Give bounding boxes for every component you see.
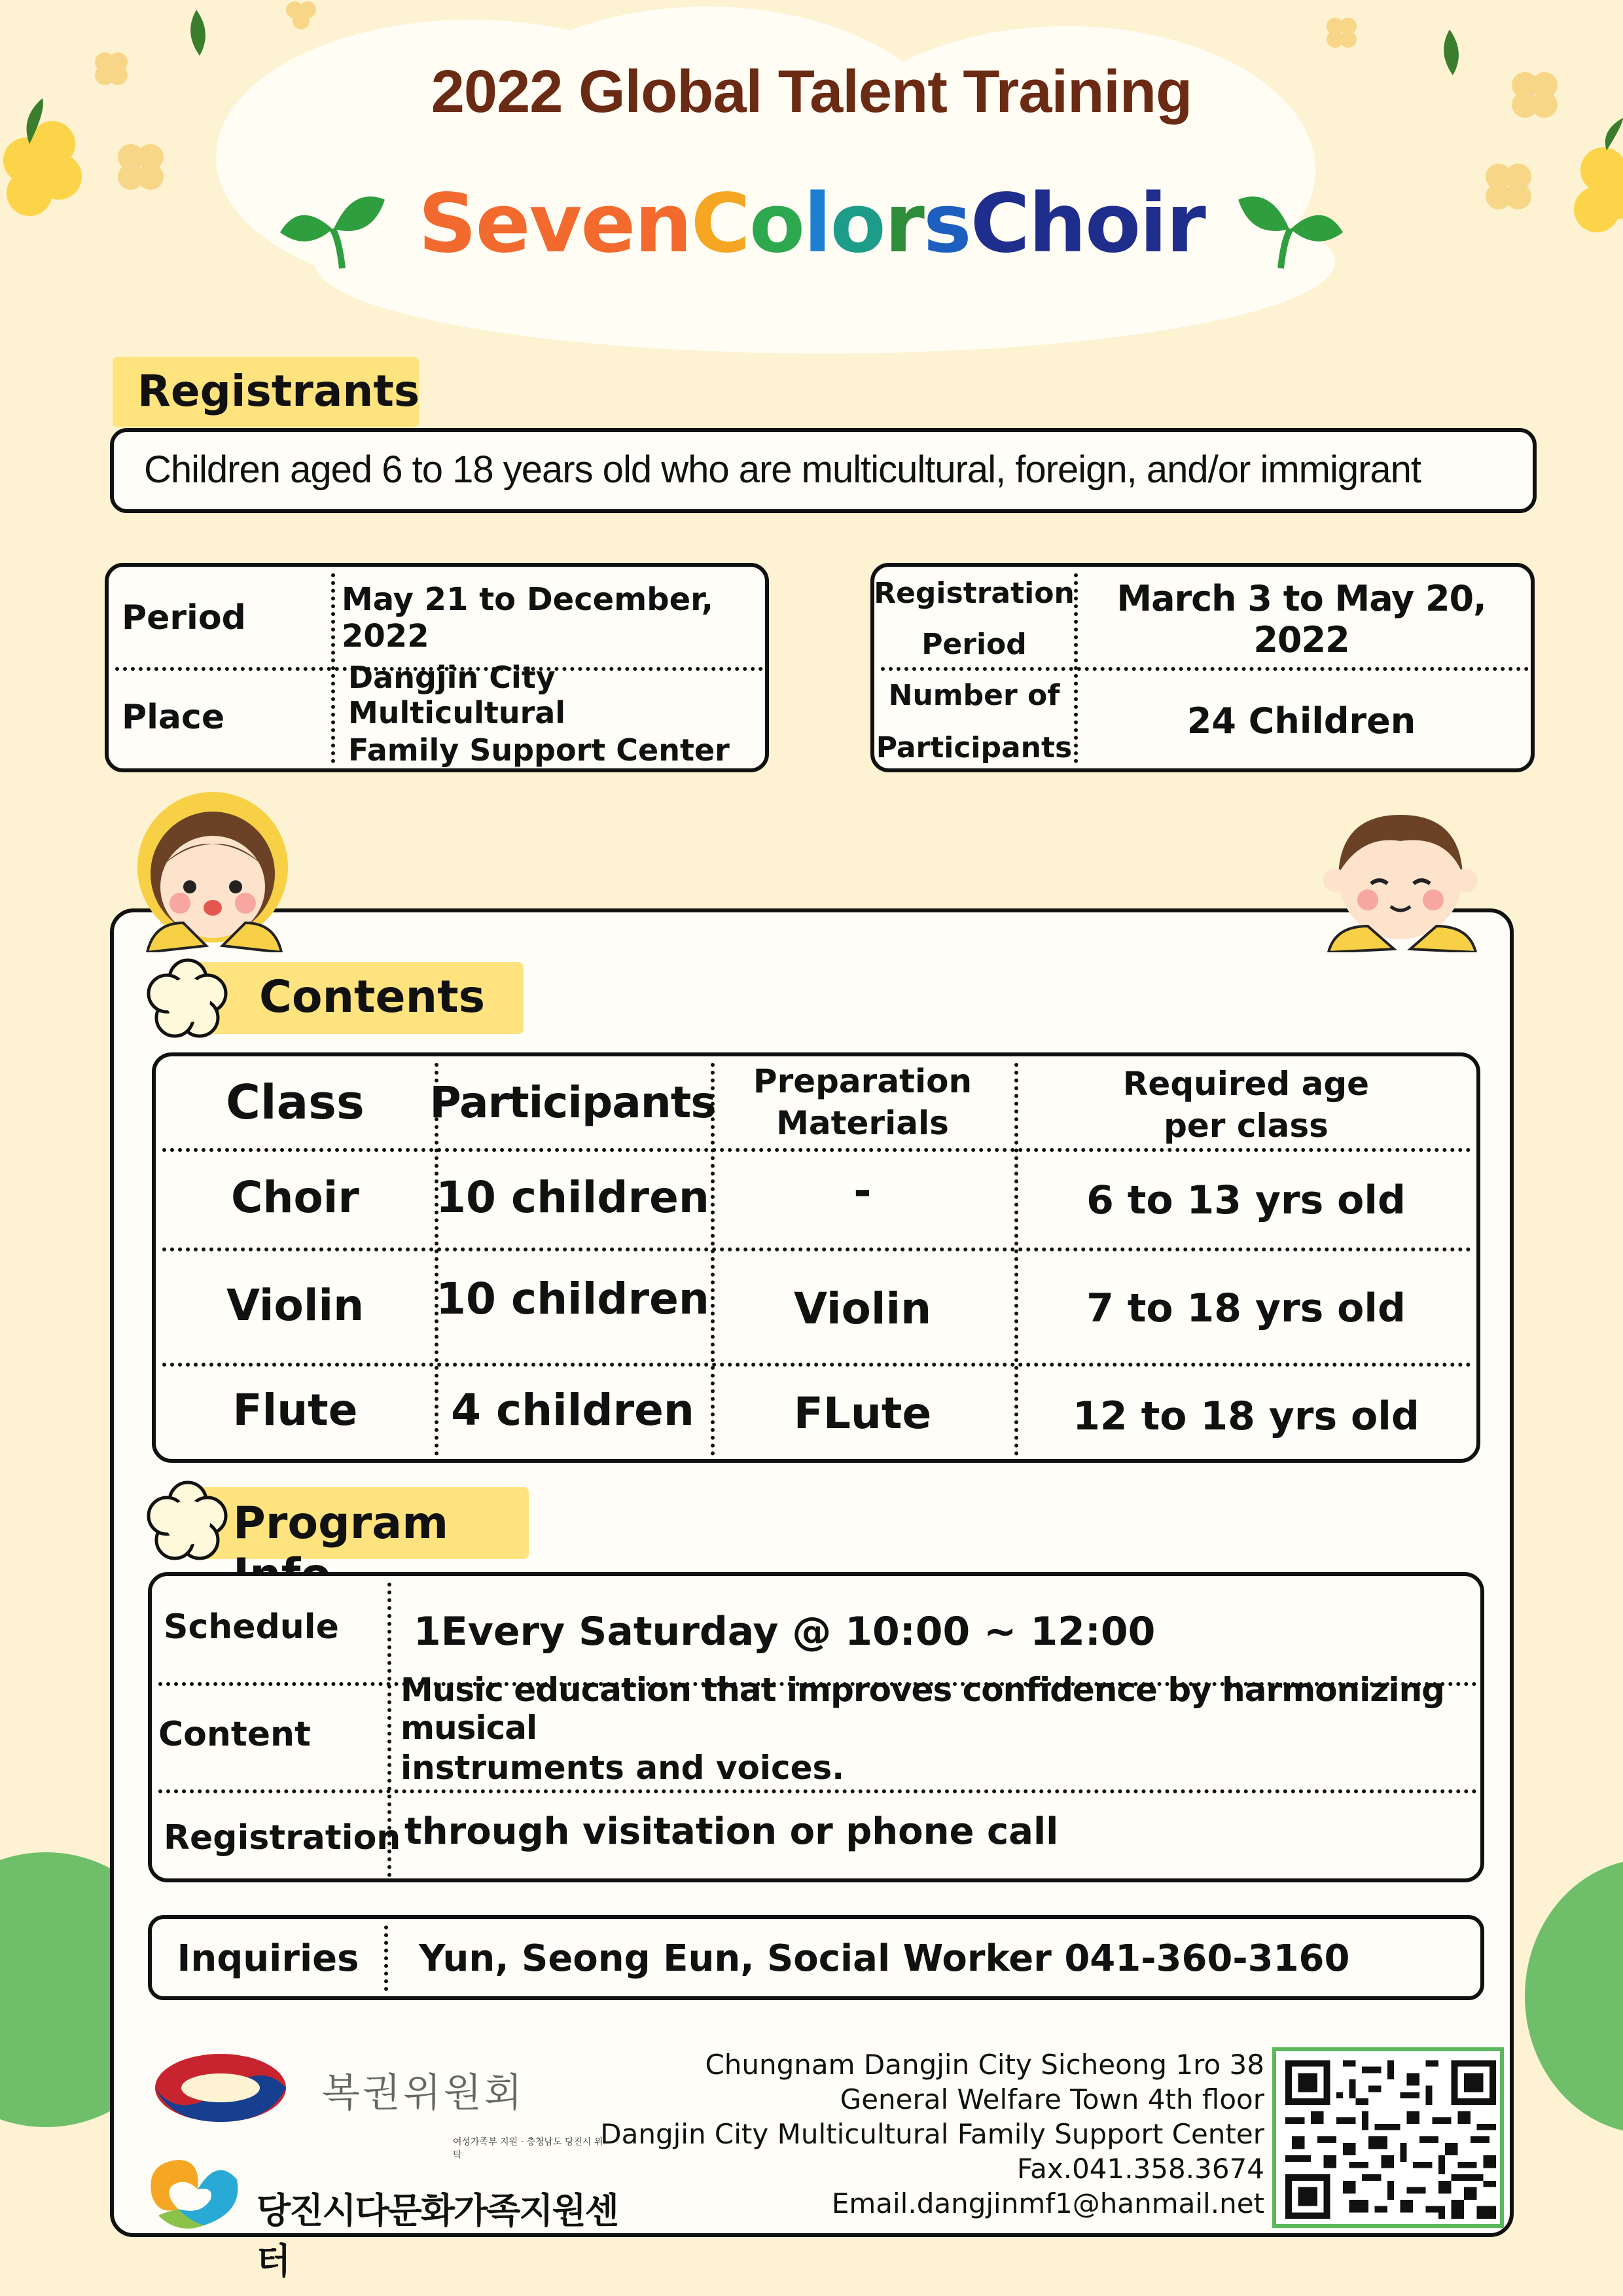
place-value-line1: Dangjin City Multicultural xyxy=(348,660,566,730)
lottery-logo xyxy=(152,2049,610,2161)
period-label: Period xyxy=(122,598,246,637)
reg-period-value: March 3 to May 20, 2022 xyxy=(1116,578,1486,660)
choir-name-title xyxy=(0,177,1623,272)
registrants-box xyxy=(110,428,1537,513)
page-title: 2022 Global Talent Training xyxy=(431,58,1192,125)
table-row-materials: Violin xyxy=(793,1283,932,1334)
flower-decor-icon xyxy=(1322,13,1361,52)
table-row-class: Flute xyxy=(232,1384,358,1435)
inquiries-label: Inquiries xyxy=(177,1937,359,1980)
address-line3: Dangjin City Multicultural Family Support Center xyxy=(600,2118,1264,2150)
colors-letter: l xyxy=(804,177,830,271)
sprout-left-icon xyxy=(280,187,385,272)
content-label: Content xyxy=(158,1715,311,1754)
header-participants: Participants xyxy=(429,1077,716,1128)
address-line2: General Welfare Town 4th floor xyxy=(840,2083,1264,2115)
table-row-class: Violin xyxy=(226,1280,365,1331)
contents-tag xyxy=(196,962,524,1034)
registrants-label: Registrants xyxy=(137,366,420,416)
choir-name-part-choir: Choir xyxy=(970,177,1205,271)
colors-letter: s xyxy=(923,177,971,271)
header-materials-line1: Preparation xyxy=(753,1062,972,1100)
table-row-class: Choir xyxy=(231,1172,359,1223)
header-class: Class xyxy=(226,1075,365,1130)
center-logo-text: 당진시다문화가족지원센터 xyxy=(257,2190,618,2282)
header-age-line1: Required age xyxy=(1122,1065,1370,1103)
participants-value: 24 Children xyxy=(1186,700,1416,742)
qr-code[interactable] xyxy=(1272,2047,1504,2228)
info-right-box xyxy=(870,563,1535,772)
colors-letter: r xyxy=(884,177,923,271)
place-value-line2: Family Support Center xyxy=(348,732,730,768)
place-label: Place xyxy=(122,698,225,737)
table-row-participants: 10 children xyxy=(436,1273,709,1324)
table-row-materials: - xyxy=(853,1165,872,1216)
flower-decor-icon xyxy=(281,0,321,33)
address-line1: Chungnam Dangjin City Sicheong 1ro 38 xyxy=(705,2049,1264,2081)
participants-label-line2: Participants xyxy=(876,730,1073,764)
info-left-box xyxy=(105,563,769,772)
colors-letter: C xyxy=(690,177,749,271)
period-value: May 21 to December, 2022 xyxy=(342,581,714,655)
footer-address xyxy=(600,2047,1264,2221)
contents-table xyxy=(152,1052,1480,1463)
contents-label: Contents xyxy=(259,971,486,1023)
choir-name-part-seven: Seven xyxy=(418,177,691,271)
inquiries-value: Yun, Seong Eun, Social Worker 041-360-3160 xyxy=(419,1937,1350,1980)
schedule-label: Schedule xyxy=(164,1607,339,1647)
inquiries-box xyxy=(148,1915,1484,2000)
header-age-line2: per class xyxy=(1164,1107,1329,1145)
registration-value: through visitation or phone call xyxy=(404,1810,1059,1853)
qr-code-icon xyxy=(1285,2060,1496,2219)
table-row-age: 6 to 13 yrs old xyxy=(1086,1177,1406,1223)
table-row-participants: 4 children xyxy=(451,1384,694,1435)
registrants-text: Children aged 6 to 18 years old who are multicultural, foreign, and/or immigrant xyxy=(144,448,1421,491)
schedule-value: 1Every Saturday @ 10:00 ~ 12:00 xyxy=(414,1609,1156,1655)
family-center-logo-icon xyxy=(139,2150,243,2235)
header-materials-line2: Materials xyxy=(776,1104,949,1142)
reg-period-label-line1: Registration xyxy=(874,576,1075,610)
colors-letter: o xyxy=(749,177,804,271)
girl-illustration-icon xyxy=(134,789,294,952)
leaf-decor-icon xyxy=(183,7,216,59)
center-logo xyxy=(139,2150,636,2282)
participants-label-line1: Number of xyxy=(888,678,1060,712)
program-info-table xyxy=(148,1572,1484,1882)
table-row-age: 12 to 18 yrs old xyxy=(1073,1393,1419,1439)
content-value-line1: Music education that improves confidence by harmonizing musical xyxy=(401,1671,1444,1747)
program-info-tag xyxy=(196,1487,529,1559)
content-value-line2: instruments and voices. xyxy=(401,1749,845,1787)
fax-number: Fax.041.358.3674 xyxy=(1016,2153,1264,2185)
lottery-logo-text: 복권위원회 xyxy=(322,2070,525,2116)
registrants-tag xyxy=(113,357,419,427)
program-info-label: Program xyxy=(233,1498,449,1549)
table-row-participants: 10 children xyxy=(436,1172,709,1223)
taegeuk-logo-icon xyxy=(152,2049,289,2127)
boy-illustration-icon xyxy=(1322,808,1482,952)
reg-period-label-line2: Period xyxy=(921,627,1027,661)
flower-icon xyxy=(145,1478,230,1563)
email-address: Email.dangjinmf1@hanmail.net xyxy=(831,2187,1264,2219)
registration-label: Registration xyxy=(164,1818,401,1857)
colors-letter: o xyxy=(830,177,885,271)
flower-icon xyxy=(145,956,230,1041)
table-row-materials: FLute xyxy=(793,1388,932,1439)
table-row-age: 7 to 18 yrs old xyxy=(1086,1285,1406,1331)
lottery-logo-subtext: 여성가족부 지원 · 충청남도 당진시 위탁 xyxy=(453,2137,603,2161)
sprout-right-icon xyxy=(1238,187,1343,272)
choir-name-part-colors xyxy=(691,177,971,271)
